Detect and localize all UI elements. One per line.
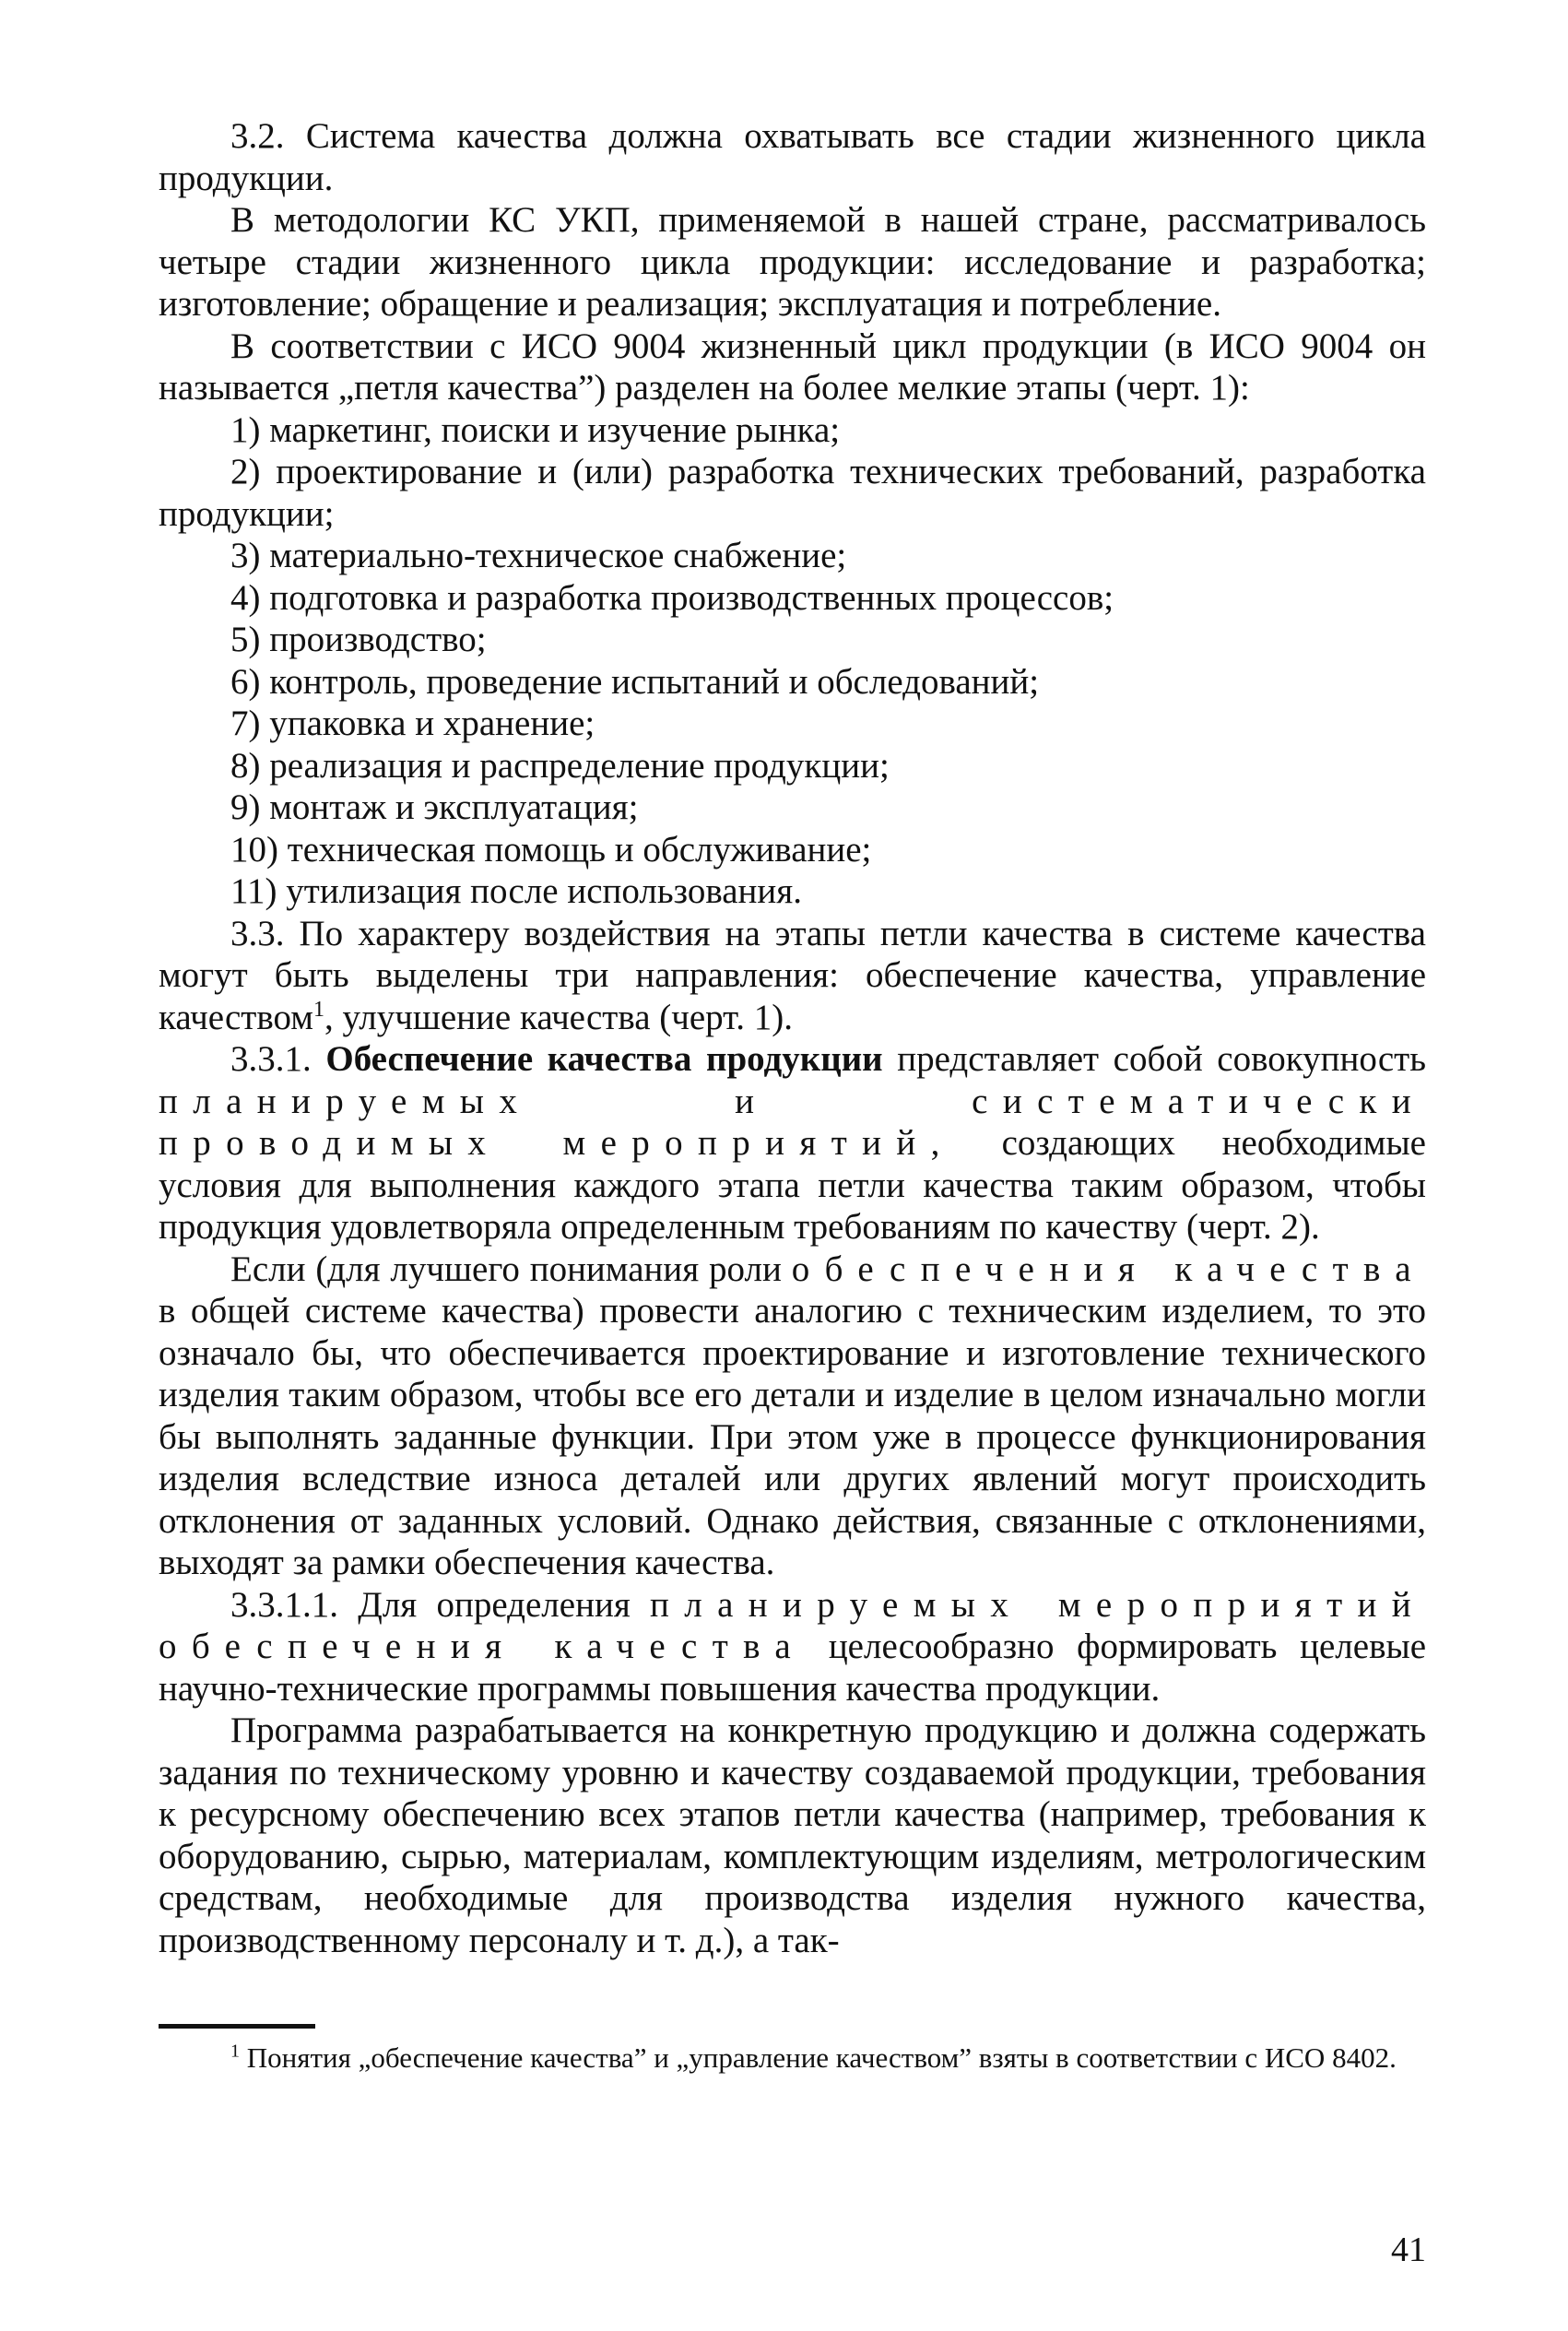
paragraph-program [159, 1710, 1426, 1961]
bold-term: Обеспечение качества продукции [325, 1039, 883, 1079]
footnote-mark: 1 [230, 2041, 240, 2062]
list-item: 6) контроль, проведение испытаний и обследований; [230, 661, 1040, 702]
list-item: 8) реализация и распределение продукции; [230, 745, 890, 786]
section-number: 3.3.1. [230, 1039, 312, 1079]
stages-list [159, 409, 1426, 913]
paragraph-3-3-1-1-text-a: 3.3.1.1. Для определения [230, 1584, 631, 1625]
paragraph-3-3 [159, 913, 1426, 1039]
paragraph-3-3-1-1 [159, 1584, 1426, 1710]
list-item: 7) упаковка и хранение; [230, 704, 595, 743]
paragraph-iso-9004-text: В соответствии с ИСО 9004 жизненный цикл продукции (в ИСО 9004 он называется „петля качества”) разделен на более мелкие этапы (черт. 1): [159, 325, 1426, 408]
list-item: 4) подготовка и разработка производственных процессов; [230, 577, 1114, 618]
paragraph-program-text: Программа разрабатывается на конкретную продукцию и должна содержать задания по техническому уровню и качеству создаваемой продукции, требования к ресурсному обеспечению всех этапов петли качества (например, требования к оборудованию, сырью, материалам, комплектующим изделиям, метрологическим средствам, необходимые для производства изделия нужного качества, производственному персоналу и т. д.), а так- [159, 1710, 1426, 1960]
list-item: 2) проектирование и (или) разработка технических требований, разработка продукции; [159, 452, 1426, 534]
paragraph-3-3-1-1-text-b: целесообразно формировать целевые научно-технические программы повышения качества продукции. [159, 1627, 1427, 1709]
list-item: 1) маркетинг, поиски и изучение рынка; [230, 409, 841, 450]
spaced-emphasis: планируемых мероприятий обеспечения качества [159, 1584, 1427, 1666]
spaced-emphasis: планируемых и систематически проводимых мероприятий, [159, 1081, 1426, 1163]
paragraph-iso-9004 [159, 325, 1426, 409]
list-item: 3) материально-техническое снабжение; [230, 536, 847, 575]
paragraph-methodology-text: В методологии КС УКП, применяемой в нашей стране, рассматривалось четыре стадии жизненного цикла продукции: исследование и разработка; изготовление; обращение и реализация; эксплуатация и потребление. [159, 200, 1426, 324]
paragraph-3-3-1 [159, 1038, 1426, 1248]
footnote-reference: 1 [312, 997, 324, 1022]
paragraph-3-2-text: 3.2. Система качества должна охватывать все стадии жизненного цикла продукции. [159, 116, 1426, 198]
spaced-emphasis: обеспечения качества [791, 1248, 1427, 1289]
paragraph-methodology [159, 199, 1426, 325]
paragraph-3-3-text-b: , улучшение качества (черт. 1). [324, 997, 794, 1037]
list-item: 10) техническая помощь и обслуживание; [230, 829, 872, 870]
list-item: 9) монтаж и эксплуатация; [230, 787, 639, 827]
paragraph-3-2 [159, 115, 1426, 199]
list-item: 11) утилизация после использования. [230, 871, 802, 911]
paragraph-analogy-text-a: Если (для лучшего понимания роли [230, 1248, 782, 1289]
footnote [159, 2040, 1426, 2076]
list-item: 5) производство; [230, 620, 487, 659]
paragraph-3-3-1-text-a: представляет собой совокупность [897, 1039, 1426, 1079]
paragraph-analogy-text-b: в общей системе качества) провести аналогию с техническим изделием, то это означало бы, что обеспечивается проектирование и изготовление технического изделия таким образом, чтобы все его детали и изделие в целом изначально могли бы выполнять заданные функции. При этом уже в процессе функционирования изделия вследствие износа деталей или других явлений могут происходить отклонения от заданных условий. Однако действия, связанные с отклонениями, выходят за рамки обеспечения качества. [159, 1291, 1426, 1582]
footnote-text: Понятия „обеспечение качества” и „управление качеством” взяты в соответствии с ИСО 8402. [246, 2041, 1397, 2074]
paragraph-3-3-1-text-b: создающих необходимые условия для выполнения каждого этапа петли качества таким образом, чтобы продукция удовлетворяла определенным требованиям по качеству (черт. 2). [159, 1123, 1426, 1247]
page-number: 41 [1391, 2230, 1426, 2269]
paragraph-analogy [159, 1248, 1426, 1584]
paragraph-3-3-text-a: 3.3. По характеру воздействия на этапы петли качества в системе качества могут быть выделены три направления: обеспечение качества, управление качеством [159, 913, 1426, 1037]
body-text [159, 115, 1426, 1961]
footnote-separator [159, 2024, 315, 2029]
